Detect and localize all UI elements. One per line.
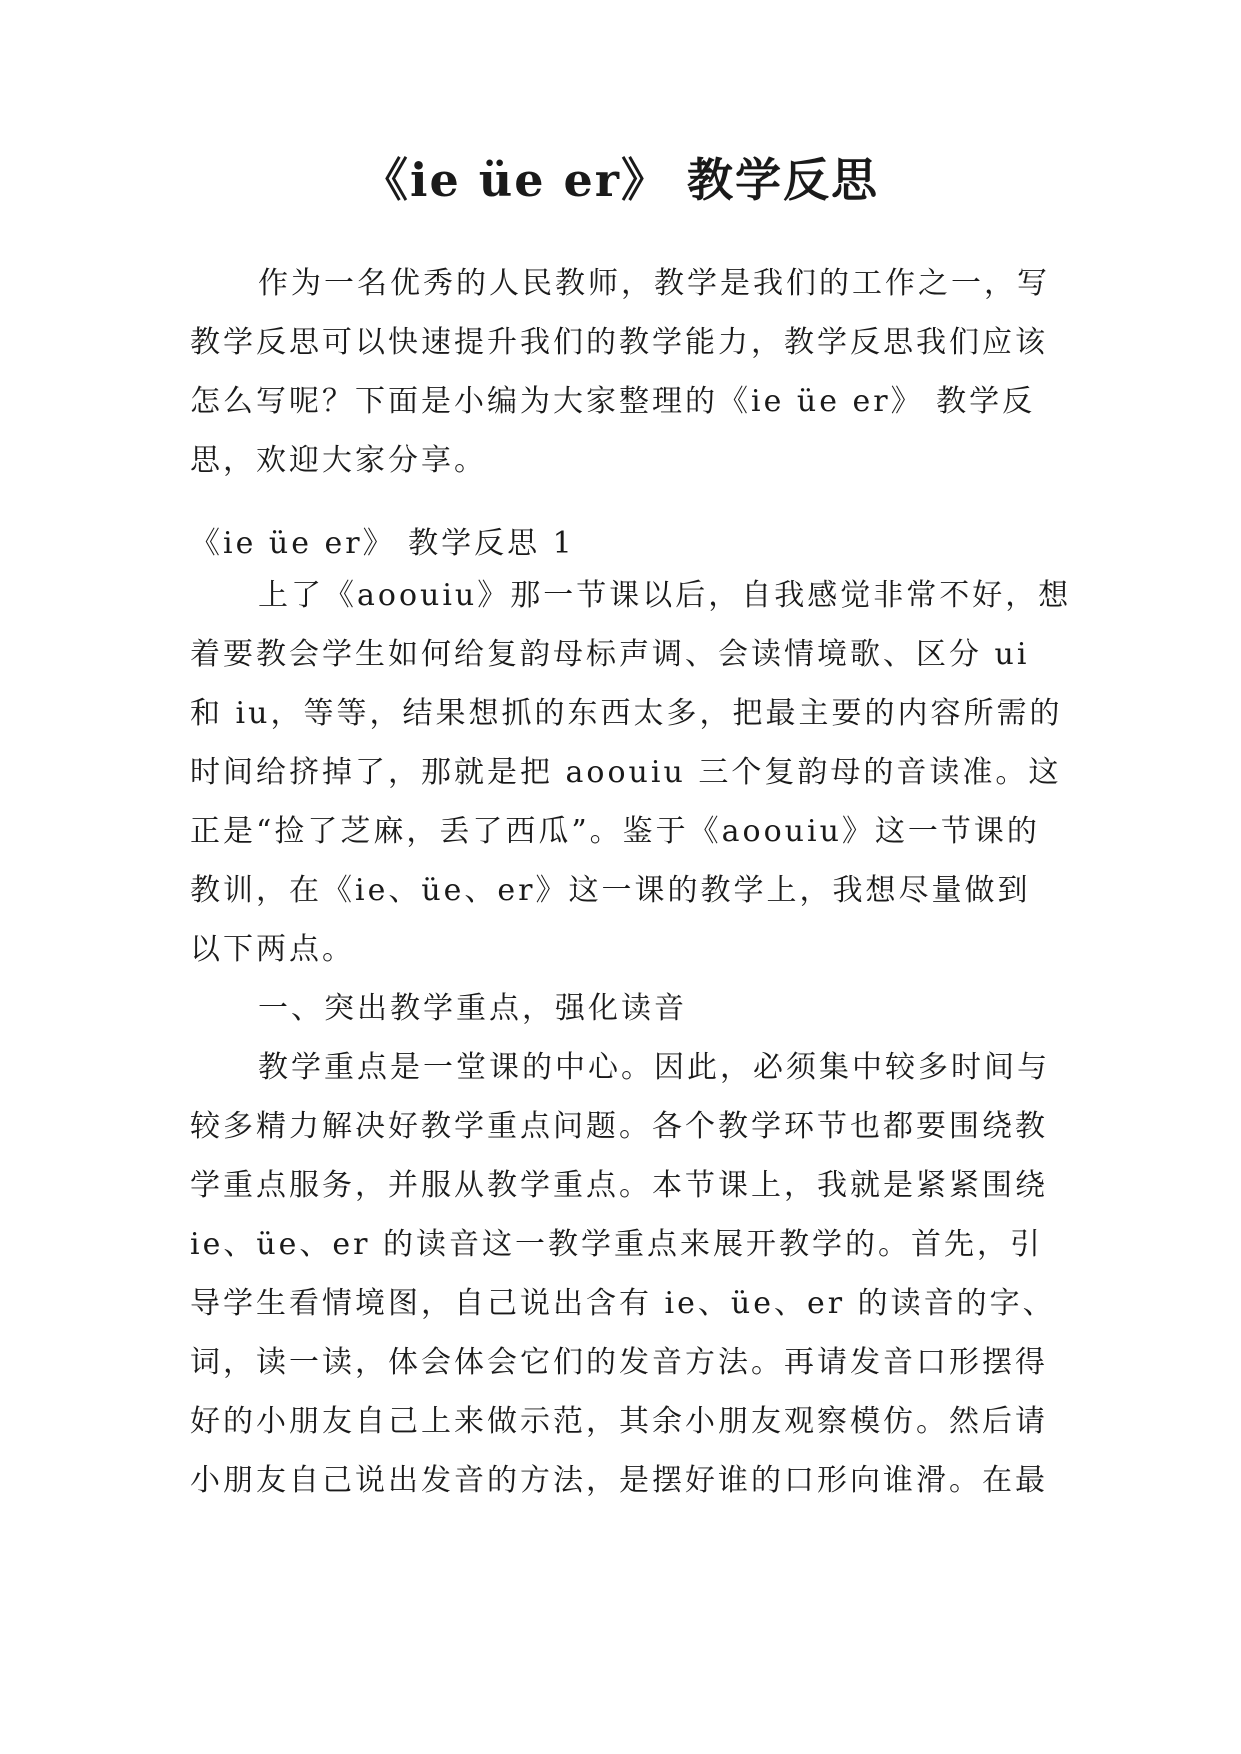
body-paragraph-2 [190,1038,1056,1510]
intro-paragraph [190,254,1050,490]
text-line: 学重点服务，并服从教学重点。本节课上，我就是紧紧围绕 [190,1168,1048,1203]
text-line: 较多精力解决好教学重点问题。各个教学环节也都要围绕教 [190,1109,1048,1144]
section-heading [190,514,1050,573]
body-paragraph-1 [190,566,1072,979]
text-line: 和 iu，等等，结果想抓的东西太多，把最主要的内容所需的 [190,696,1063,731]
text-line: 以下两点。 [190,932,355,967]
section-heading-text: 《ie üe er》 教学反思 1 [190,526,575,561]
text-line: 好的小朋友自己上来做示范，其余小朋友观察模仿。然后请 [190,1404,1048,1439]
text-line: 教训，在《ie、üe、er》这一课的教学上，我想尽量做到 [190,873,1031,908]
text-line: 正是“捡了芝麻，丢了西瓜”。鉴于《aoouiu》这一节课的 [190,814,1040,849]
document-title: 《ie üe er》 教学反思 [362,153,879,207]
text-line: 词，读一读，体会体会它们的发音方法。再请发音口形摆得 [190,1345,1048,1380]
text-line: 思，欢迎大家分享。 [190,443,487,478]
text-line: 小朋友自己说出发音的方法，是摆好谁的口形向谁滑。在最 [190,1463,1048,1498]
text-line: 上了《aoouiu》那一节课以后，自我感觉非常不好，想 [258,578,1072,613]
point-heading-text: 一、突出教学重点，强化读音 [258,991,687,1026]
text-line: 教学重点是一堂课的中心。因此，必须集中较多时间与 [258,1050,1050,1085]
text-line: 教学反思可以快速提升我们的教学能力，教学反思我们应该 [190,325,1048,360]
text-line: 时间给挤掉了，那就是把 aoouiu 三个复韵母的音读准。这 [190,755,1062,790]
text-line: 着要教会学生如何给复韵母标声调、会读情境歌、区分 ui [190,637,1030,672]
text-line: 作为一名优秀的人民教师，教学是我们的工作之一，写 [258,266,1050,301]
point-heading-1 [190,979,1050,1038]
text-line: ie、üe、er 的读音这一教学重点来展开教学的。首先，引 [190,1227,1044,1262]
text-line: 怎么写呢？下面是小编为大家整理的《ie üe er》 教学反 [190,384,1036,419]
text-line: 导学生看情境图，自己说出含有 ie、üe、er 的读音的字、 [190,1286,1056,1321]
